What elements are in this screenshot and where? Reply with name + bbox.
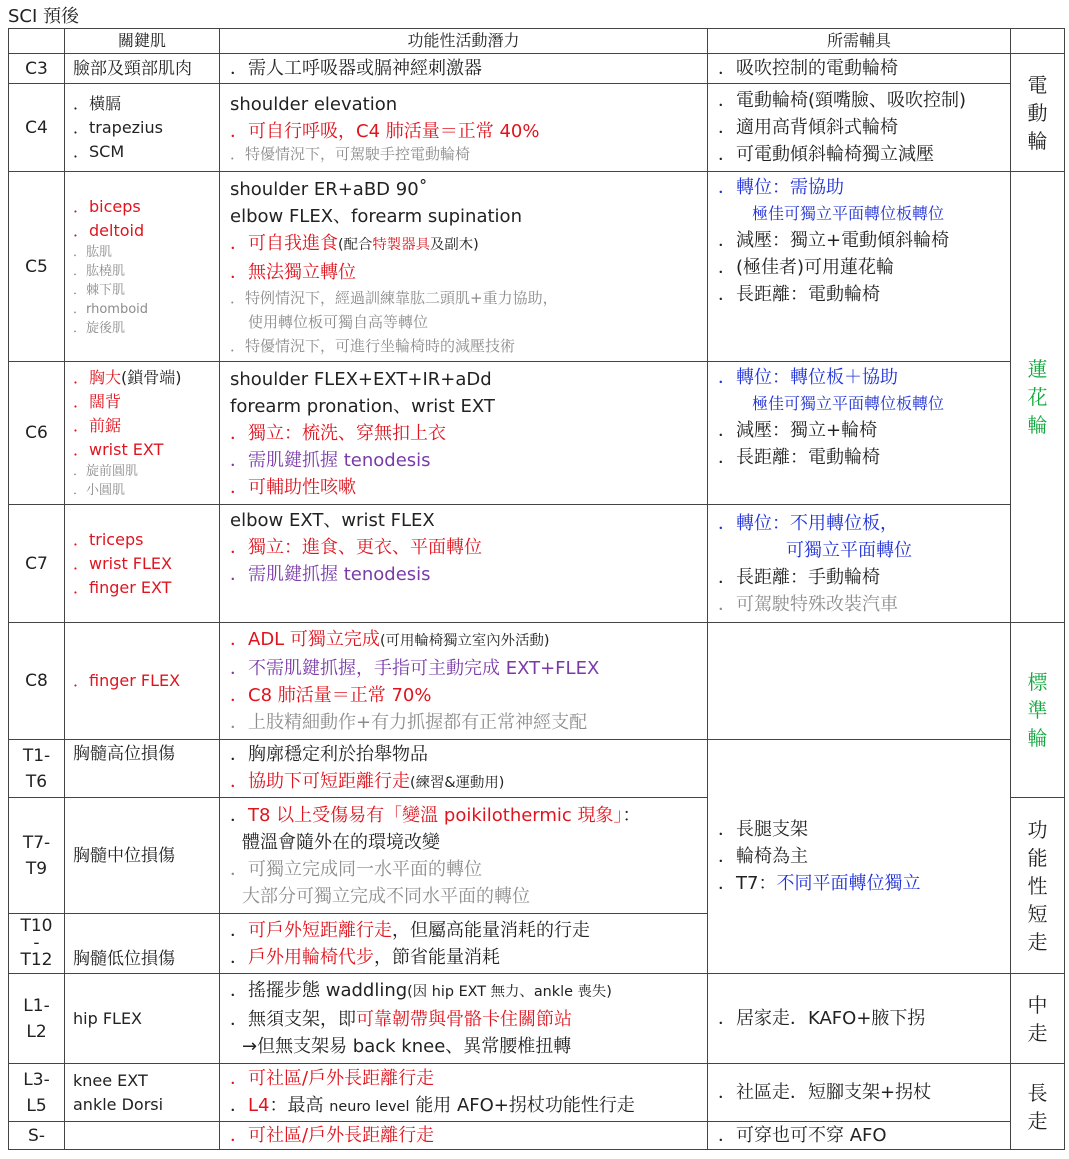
muscle-text: 胸髓高位損傷 (73, 744, 175, 764)
function-span: ．需肌鍵抓握 (230, 564, 344, 585)
row-c8 (9, 623, 1065, 740)
function-text: ．特優情況下，可進行坐輪椅時的減壓技術 (230, 336, 516, 355)
row-s (9, 1122, 1065, 1150)
level-text: T6 (25, 771, 48, 792)
function-c5 (220, 172, 708, 362)
level-c5: C5 (9, 172, 65, 362)
function-text: ．特優情況下，可駕駛手控電動輪椅 (230, 145, 471, 163)
muscle-c6 (65, 362, 220, 505)
category-char: 能 (1027, 845, 1048, 870)
category-char: 準 (1027, 698, 1048, 722)
category-lotus-wheel (1011, 172, 1065, 623)
category-char: 長 (1027, 1080, 1048, 1105)
header-row (9, 29, 1065, 54)
function-span: ．ADL 可獨立完成 (230, 629, 380, 650)
function-span: 可戶外短距離行走 (248, 919, 392, 941)
equipment-c5 (708, 172, 1011, 362)
muscle-text: ．闊背 (73, 392, 122, 411)
level-text: T12 (20, 950, 53, 970)
muscle-text: ．前鋸 (73, 416, 122, 435)
function-span: ． (230, 1094, 248, 1116)
equipment-text: ．輪椅為主 (718, 846, 808, 867)
muscle-c4 (65, 84, 220, 172)
row-c4 (9, 84, 1065, 172)
function-span: ． (230, 804, 248, 826)
function-span: (可用輪椅獨立室內外活動) (379, 633, 550, 649)
function-text: 體溫會隨外在的環境改變 (242, 831, 440, 853)
function-span: tenodesis (343, 449, 431, 471)
function-span: 可靠韌帶與骨骼卡住關節站 (356, 1009, 572, 1030)
muscle-text: ．旋前圓肌 (73, 464, 139, 479)
function-c8 (220, 623, 708, 740)
function-span: 特製器具 (372, 236, 430, 253)
header-category (1011, 29, 1065, 54)
row-l1-l2 (9, 974, 1065, 1064)
level-text: T9 (25, 858, 48, 879)
function-text (230, 447, 707, 474)
function-text: ．獨立：梳洗、穿無扣上衣 (230, 422, 446, 444)
function-span: ．無須支架，即 (230, 1009, 356, 1030)
muscle-text: ．biceps (73, 197, 141, 216)
function-text (230, 1006, 707, 1033)
muscle-text: hip FLEX (73, 1008, 143, 1028)
muscle-text: ．橫膈 (73, 93, 122, 113)
function-span: 及副木) (429, 236, 479, 253)
function-t1-t6 (220, 740, 708, 798)
sci-prognosis-table (8, 28, 1065, 1150)
equipment-text: ．可電動傾斜輪椅獨立減壓 (718, 144, 934, 165)
row-c5 (9, 172, 1065, 362)
muscle-t7-t9 (65, 798, 220, 914)
muscle-text: ．小圓肌 (73, 483, 126, 498)
category-char: 性 (1027, 873, 1048, 898)
category-char: 功 (1027, 817, 1048, 842)
muscle-l3-l5 (65, 1064, 220, 1122)
equipment-l1-l2 (708, 974, 1011, 1064)
equipment-text: ．居家走．KAFO+腋下拐 (718, 1008, 926, 1029)
equipment-text: ．電動輪椅(頸嘴臉、吸吹控制) (718, 90, 967, 111)
muscle-span: ．胸大 (73, 368, 122, 387)
function-text: ．無法獨立轉位 (230, 261, 356, 283)
function-text: 使用轉位板可獨自高等轉位 (248, 312, 429, 331)
muscle-c8 (65, 623, 220, 740)
row-c3 (9, 54, 1065, 84)
category-char: 走 (1027, 1020, 1048, 1045)
muscle-text: ．旋後肌 (73, 321, 126, 336)
function-text (230, 561, 707, 588)
muscle-c7 (65, 505, 220, 623)
category-char: 短 (1027, 901, 1048, 926)
function-span: 戶外用輪椅代步 (248, 946, 374, 968)
category-char: 走 (1027, 929, 1048, 954)
category-medium-walk (1011, 974, 1065, 1064)
muscle-t10-t12 (65, 914, 220, 974)
category-functional-walk (1011, 798, 1065, 974)
level-s: S- (9, 1122, 65, 1150)
level-c8: C8 (9, 623, 65, 740)
function-text: ．可社區/戶外長距離行走 (230, 1125, 435, 1146)
function-c6 (220, 362, 708, 505)
function-text: ．可輔助性咳嗽 (230, 476, 356, 498)
level-c4: C4 (9, 84, 65, 172)
function-span: ： (622, 804, 641, 826)
equipment-text: ．(極佳者)可用蓮花輪 (718, 257, 895, 278)
function-text (230, 626, 707, 655)
function-text (230, 977, 707, 1006)
function-text (230, 1092, 707, 1121)
equipment-text: ．長距離：電動輪椅 (718, 284, 880, 305)
muscle-text: ．finger FLEX (73, 671, 181, 690)
function-span: ．可自我進食 (230, 232, 338, 254)
muscle-text (73, 366, 219, 390)
row-l3-l5 (9, 1064, 1065, 1122)
level-l3-l5 (9, 1064, 65, 1122)
function-span: 能用 AFO+拐杖功能性行走 (409, 1094, 635, 1116)
muscle-text: ．rhomboid (73, 302, 149, 317)
equipment-span: ．T7： (718, 873, 777, 894)
function-s (220, 1122, 708, 1150)
level-c6: C6 (9, 362, 65, 505)
function-span: ，但屬高能量消耗的行走 (392, 919, 590, 941)
equipment-text: ．社區走．短腳支架+拐杖 (718, 1082, 932, 1103)
equipment-s (708, 1122, 1011, 1150)
muscle-text: ．triceps (73, 529, 144, 549)
function-l1-l2 (220, 974, 708, 1064)
level-text: T7- (22, 832, 51, 853)
header-level (9, 29, 65, 54)
equipment-text: 可獨立平面轉位 (786, 539, 912, 561)
function-text: shoulder FLEX+EXT+IR+aDd (230, 368, 492, 390)
category-power-wheelchair (1011, 54, 1065, 172)
header-muscle: 關鍵肌 (65, 29, 220, 54)
level-c3: C3 (9, 54, 65, 84)
category-char: 標 (1027, 670, 1048, 694)
function-span: (因 hip EXT 無力、ankle 喪失) (407, 984, 612, 1000)
function-span: ．搖擺步態 waddling (230, 980, 408, 1001)
header-function: 功能性活動潛力 (220, 29, 708, 54)
function-text: →但無支架易 back knee、異常腰椎扭轉 (242, 1036, 572, 1057)
function-span: (練習&運動用) (410, 774, 505, 791)
category-long-walk (1011, 1064, 1065, 1150)
category-char: 輪 (1027, 128, 1048, 153)
equipment-text: 極佳可獨立平面轉位板轉位 (752, 204, 945, 223)
muscle-text: ．finger EXT (73, 577, 172, 597)
equipment-text: ．吸吹控制的電動輪椅 (718, 58, 898, 79)
function-t7-t9 (220, 798, 708, 914)
category-standard-wheel (1011, 623, 1065, 798)
function-t10-t12 (220, 914, 708, 974)
function-span: T8 以上受傷易有「變溫 poikilothermic 現象」 (248, 804, 623, 826)
function-span: ．協助下可短距離行走 (230, 770, 410, 792)
equipment-l3-l5 (708, 1064, 1011, 1122)
muscle-text: ．trapezius (73, 117, 163, 137)
function-text: ．胸廓穩定利於抬舉物品 (230, 743, 428, 765)
muscle-text: ．棘下肌 (73, 283, 126, 298)
muscle-text: 胸髓中位損傷 (73, 845, 175, 866)
muscle-span: (鎖骨端) (121, 368, 182, 387)
function-text: ．C8 肺活量＝正常 70% (230, 685, 432, 706)
equipment-text: ．可穿也可不穿 AFO (718, 1125, 887, 1146)
equipment-span: 不同平面轉位獨立 (776, 873, 921, 894)
level-t1-t6 (9, 740, 65, 798)
muscle-text: 胸髓低位損傷 (73, 949, 175, 969)
level-t10-t12 (9, 914, 65, 974)
function-text: ．特例情況下，經過訓練靠肱二頭肌+重力協助， (230, 288, 558, 307)
equipment-c6 (708, 362, 1011, 505)
muscle-l1-l2 (65, 974, 220, 1064)
equipment-c8 (708, 623, 1011, 740)
muscle-text: ．肱肌 (73, 245, 113, 260)
category-char: 走 (1027, 1108, 1048, 1133)
function-text: shoulder ER+aBD 90˚ (230, 178, 428, 200)
header-equipment: 所需輔具 (708, 29, 1011, 54)
row-c7 (9, 505, 1065, 623)
equipment-thoracic (708, 740, 1011, 974)
function-span: ，節省能量消耗 (374, 946, 500, 968)
function-text: ．可社區/戶外長距離行走 (230, 1067, 435, 1089)
function-text (230, 917, 707, 944)
function-text: ．不需肌鍵抓握，手指可主動完成 EXT+FLEX (230, 658, 600, 679)
level-text: T1- (22, 745, 51, 766)
level-text: T10 (20, 916, 53, 936)
equipment-text: ．轉位：轉位板＋協助 (718, 367, 898, 388)
function-span: (配合 (338, 236, 373, 253)
category-char: 電 (1027, 72, 1048, 97)
muscle-c5 (65, 172, 220, 362)
muscle-text: ankle Dorsi (73, 1094, 164, 1114)
function-c3 (220, 54, 708, 84)
level-text: L3- (23, 1069, 50, 1090)
equipment-text: ．轉位：不用轉位板， (718, 512, 898, 534)
function-text: shoulder elevation (230, 94, 398, 115)
category-char: 蓮 (1027, 357, 1048, 381)
category-char: 花 (1027, 385, 1048, 409)
equipment-text: ．轉位：需協助 (718, 177, 844, 198)
function-text (230, 802, 707, 829)
function-text: ．可自行呼吸，C4 肺活量＝正常 40% (230, 121, 540, 142)
function-span: neuro level (329, 1098, 410, 1115)
function-text: ．上肢精細動作+有力抓握都有正常神經支配 (230, 712, 588, 733)
muscle-s (65, 1122, 220, 1150)
equipment-text: ．長距離：電動輪椅 (718, 447, 880, 468)
row-t1-t6 (9, 740, 1065, 798)
function-text: ．需人工呼吸器或膈神經刺激器 (230, 58, 482, 79)
category-char: 輪 (1027, 726, 1048, 750)
muscle-text: ．SCM (73, 141, 125, 161)
equipment-text: ．可駕駛特殊改裝汽車 (718, 593, 898, 615)
muscle-text: ．肱橈肌 (73, 264, 126, 279)
function-text (230, 944, 707, 971)
function-span: L4 (248, 1094, 270, 1116)
category-char: 中 (1027, 992, 1048, 1017)
function-span: tenodesis (343, 564, 431, 585)
equipment-text: 極佳可獨立平面轉位板轉位 (752, 394, 945, 413)
muscle-text: knee EXT (73, 1070, 148, 1090)
equipment-text: ．適用高背傾斜式輪椅 (718, 117, 898, 138)
muscle-text: ．wrist EXT (73, 440, 164, 459)
muscle-text: 臉部及頸部肌肉 (73, 58, 192, 79)
function-text: elbow FLEX、forearm supination (230, 205, 522, 227)
level-text: - (33, 933, 40, 953)
equipment-text: ．減壓：獨立+輪椅 (718, 420, 878, 441)
equipment-c7 (708, 505, 1011, 623)
function-span: ． (230, 919, 248, 941)
function-text: ．可獨立完成同一水平面的轉位 (230, 858, 482, 880)
equipment-text (718, 870, 1010, 897)
function-text: 大部分可獨立完成不同水平面的轉位 (242, 885, 530, 907)
equipment-text: ．長距離：手動輪椅 (718, 566, 880, 588)
muscle-t1-t6 (65, 740, 220, 798)
function-text (230, 230, 707, 259)
level-l1-l2 (9, 974, 65, 1064)
category-char: 動 (1027, 100, 1048, 125)
level-text: L5 (26, 1095, 47, 1116)
row-c6 (9, 362, 1065, 505)
function-c4 (220, 84, 708, 172)
level-text: L1- (23, 995, 50, 1016)
function-span: ．需肌鍵抓握 (230, 449, 344, 471)
function-l3-l5 (220, 1064, 708, 1122)
muscle-c3 (65, 54, 220, 84)
equipment-c4 (708, 84, 1011, 172)
function-c7 (220, 505, 708, 623)
page-title: SCI 預後 (8, 6, 80, 27)
function-text: ．獨立：進食、更衣、平面轉位 (230, 537, 482, 558)
level-t7-t9 (9, 798, 65, 914)
function-span: ：最高 (269, 1094, 330, 1116)
equipment-c3 (708, 54, 1011, 84)
function-text: forearm pronation、wrist EXT (230, 395, 495, 417)
equipment-text: ．長腿支架 (718, 819, 808, 840)
muscle-text: ．wrist FLEX (73, 553, 172, 573)
level-c7: C7 (9, 505, 65, 623)
function-span: ． (230, 946, 248, 968)
equipment-text: ．減壓：獨立+電動傾斜輪椅 (718, 230, 950, 251)
level-text: L2 (26, 1021, 47, 1042)
function-text: elbow EXT、wrist FLEX (230, 510, 435, 531)
muscle-text: ．deltoid (73, 221, 145, 240)
category-char: 輪 (1027, 413, 1048, 437)
function-text (230, 768, 707, 797)
